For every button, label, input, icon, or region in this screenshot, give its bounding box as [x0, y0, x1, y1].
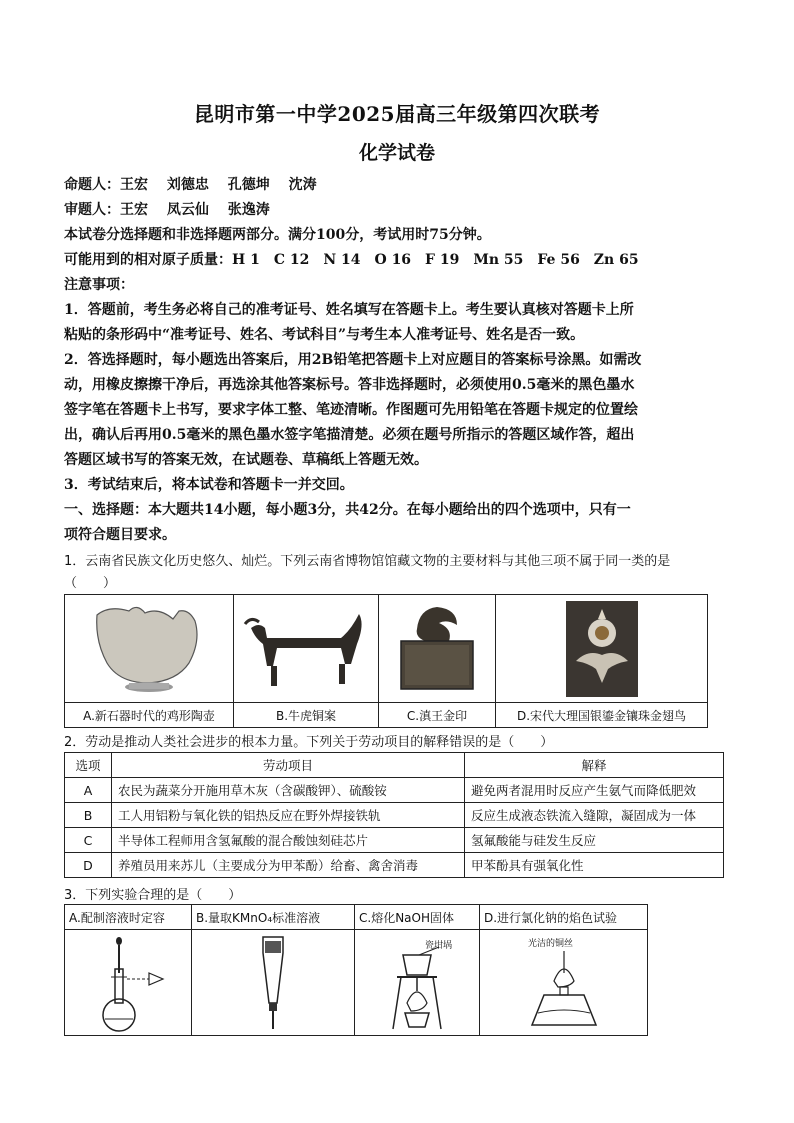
q3-option-a	[65, 905, 192, 1035]
table-header: 解释	[465, 753, 724, 778]
q3-stem: 3．下列实验合理的是（ ）	[64, 888, 242, 903]
q1-stem: 1．云南省民族文化历史悠久、灿烂。下列云南省博物馆馆藏文物的主要材料与其他三项不属于同一类的是	[64, 554, 671, 569]
subject-title: 化学试卷	[358, 142, 435, 164]
q2-table	[64, 752, 724, 878]
q1-caption-b: B.牛虎铜案	[234, 702, 378, 727]
table-header: 劳动项目	[112, 753, 465, 778]
q3-caption-b: B.量取KMnO₄标准溶液	[192, 905, 354, 930]
table-row	[65, 853, 724, 878]
table-row	[65, 803, 724, 828]
q3-option-c	[355, 905, 480, 1035]
q3-option-b	[192, 905, 355, 1035]
table-cell: 农民为蔬菜分开施用草木灰（含碳酸钾）、硫酸铵	[112, 778, 465, 803]
q3-option-d	[480, 905, 647, 1035]
exam-title: 昆明市第一中学2025届高三年级第四次联考	[193, 102, 601, 126]
section-heading-cont: 项符合题目要求。	[64, 527, 176, 543]
table-row	[65, 828, 724, 853]
q1-caption-a: A.新石器时代的鸡形陶壶	[65, 702, 233, 727]
table-cell: 反应生成液态铁流入缝隙，凝固成为一体	[465, 803, 724, 828]
table-cell: 工人用铝粉与氧化铁的铝热反应在野外焊接铁轨	[112, 803, 465, 828]
crucible-label: 瓷坩埚	[425, 941, 453, 951]
note-line: 粘贴的条形码中“准考证号、姓名、考试科目”与考生本人准考证号、姓名是否一致。	[64, 327, 585, 343]
q1-option-c	[379, 595, 496, 727]
flame-test-image	[480, 930, 647, 1035]
table-header: 选项	[65, 753, 112, 778]
q3-caption-c: C.熔化NaOH固体	[355, 905, 479, 930]
note-line: 签字笔在答题卡上书写，要求字体工整、笔迹清晰。作图题可先用铅笔在答题卡规定的位置绘	[64, 402, 638, 418]
section-heading: 一、选择题：本大题共14小题，每小题3分，共42分。在每小题给出的四个选项中，只有一	[64, 502, 631, 518]
note-line: 动，用橡皮擦擦干净后，再选涂其他答案标号。答非选择题时，必须使用0.5毫米的黑色墨水	[64, 377, 635, 393]
table-cell: A	[65, 778, 112, 803]
q3-caption-d: D.进行氯化钠的焰色试验	[480, 905, 647, 930]
note-line: 2．答选择题时，每小题选出答案后，用2B铅笔把答题卡上对应题目的答案标号涂黑。如需改	[64, 352, 642, 368]
note-line: 答题区域书写的答案无效，在试题卷、草稿纸上答题无效。	[64, 452, 428, 468]
q3-caption-a: A.配制溶液时定容	[65, 905, 191, 930]
table-cell: B	[65, 803, 112, 828]
gold-seal-image	[379, 595, 495, 702]
table-header-row	[65, 753, 724, 778]
table-cell: D	[65, 853, 112, 878]
q1-option-d	[496, 595, 707, 727]
table-cell: 养殖员用来苏儿（主要成分为甲苯酚）给畜、禽舍消毒	[112, 853, 465, 878]
q1-option-b	[234, 595, 379, 727]
structure-line: 本试卷分选择题和非选择题两部分。满分100分，考试用时75分钟。	[64, 227, 491, 243]
q1-paren: （ ）	[64, 576, 117, 591]
bronze-table-image	[234, 595, 378, 702]
table-cell: 氢氟酸能与硅发生反应	[465, 828, 724, 853]
crucible-heating-image	[355, 930, 479, 1035]
volumetric-flask-image	[65, 930, 191, 1035]
table-cell: 甲苯酚具有强氧化性	[465, 853, 724, 878]
q2-stem: 2．劳动是推动人类社会进步的根本力量。下列关于劳动项目的解释错误的是（ ）	[64, 735, 554, 750]
pottery-image	[65, 595, 233, 702]
burette-image	[192, 930, 354, 1035]
q1-options-table	[64, 594, 708, 728]
note-line: 1．答题前，考生务必将自己的准考证号、姓名填写在答题卡上。考生要认真核对答题卡上所	[64, 302, 634, 318]
golden-bird-image	[496, 595, 707, 702]
q1-option-a	[65, 595, 234, 727]
setters-line: 命题人：王宏 刘德忠 孔德坤 沈涛	[64, 177, 317, 193]
table-cell: 避免两者混用时反应产生氨气而降低肥效	[465, 778, 724, 803]
table-row	[65, 778, 724, 803]
table-cell: 半导体工程师用含氢氟酸的混合酸蚀刻硅芯片	[112, 828, 465, 853]
q1-caption-d: D.宋代大理国银鎏金镶珠金翅鸟	[496, 702, 707, 727]
copper-wire-label: 光洁的铜丝	[528, 939, 574, 949]
note-line: 3．考试结束后，将本试卷和答题卡一并交回。	[64, 477, 354, 493]
q1-caption-c: C.滇王金印	[379, 702, 495, 727]
reviewers-line: 审题人：王宏 凤云仙 张逸涛	[64, 202, 270, 218]
table-cell: C	[65, 828, 112, 853]
note-line: 出，确认后再用0.5毫米的黑色墨水签字笔描清楚。必须在题号所指示的答题区域作答，超出	[64, 427, 635, 443]
atomic-masses-line: 可能用到的相对原子质量：H 1 C 12 N 14 O 16 F 19 Mn 55 Fe 56 Zn 65	[64, 252, 639, 268]
notes-heading: 注意事项：	[64, 277, 134, 293]
q3-options-table	[64, 904, 648, 1036]
